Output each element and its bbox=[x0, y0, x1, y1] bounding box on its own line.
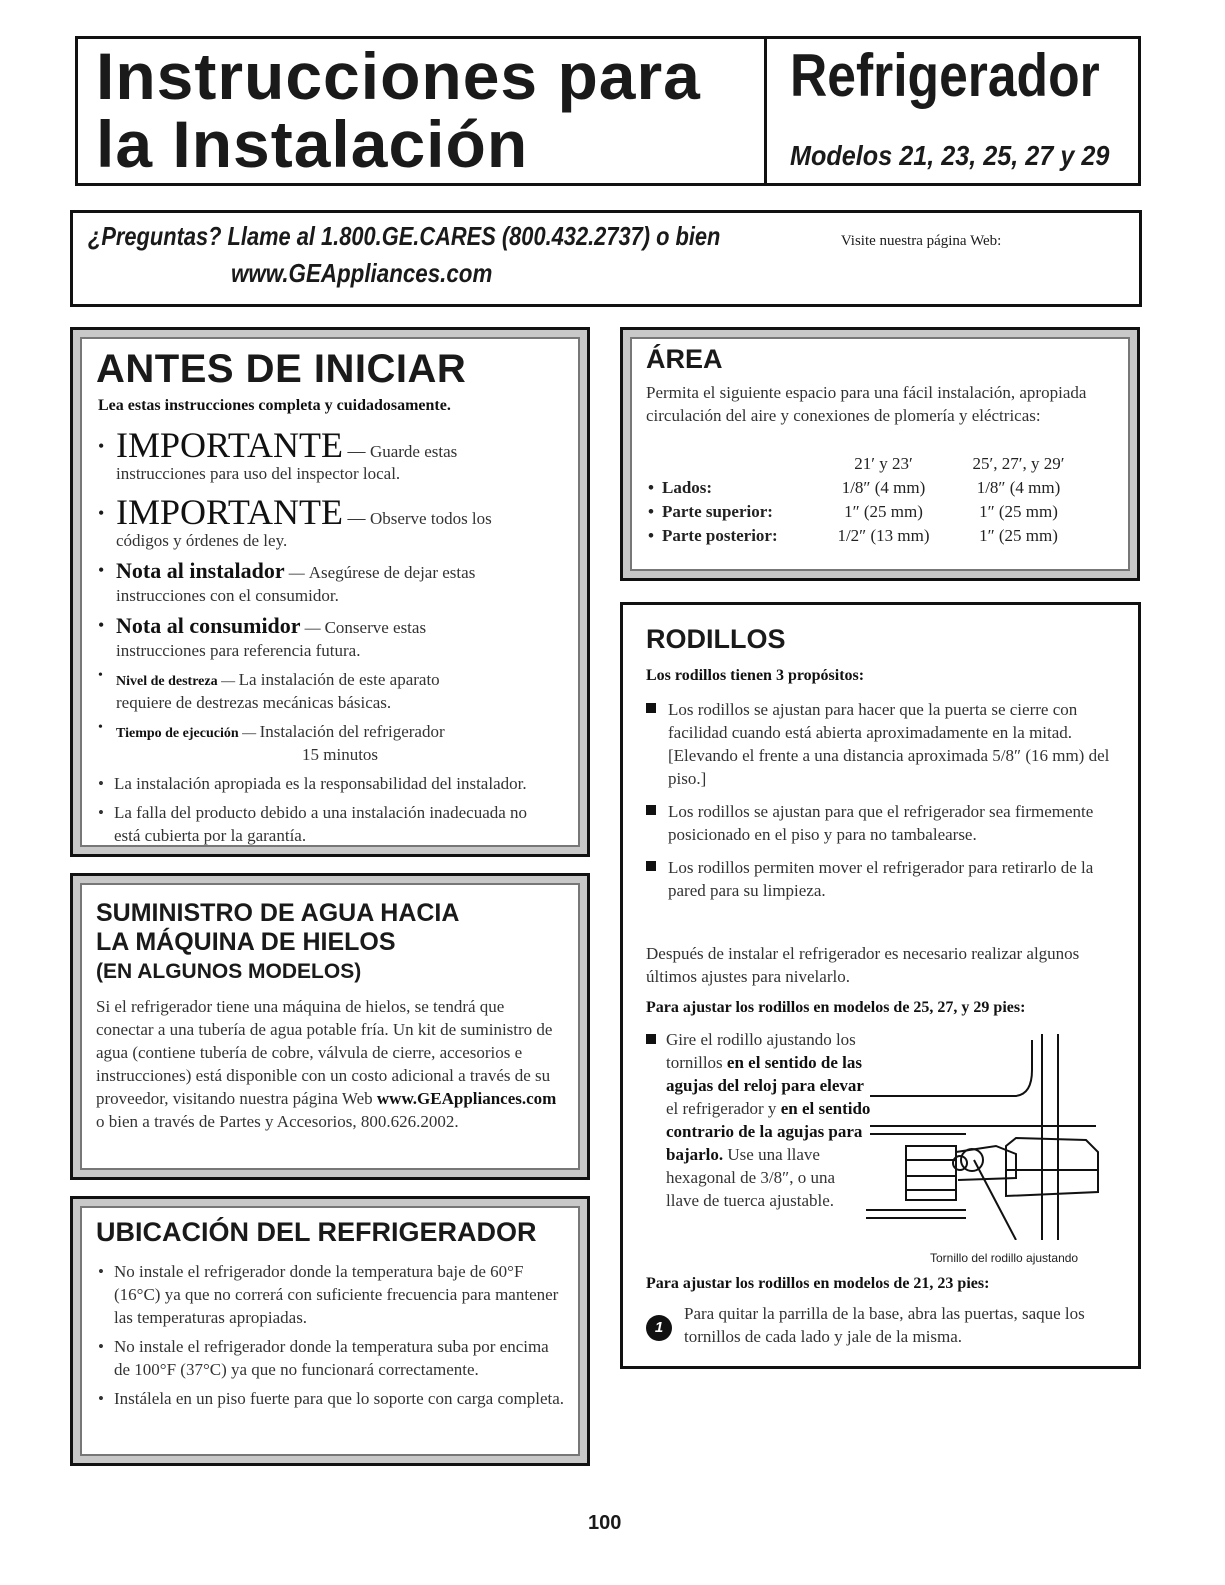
rodillos-item: Los rodillos permiten mover el refrigerador para retirarlo de la pared para su limpieza. bbox=[646, 856, 1126, 902]
area-row: • Parte superior: 1″ (25 mm) 1″ (25 mm) bbox=[648, 502, 1058, 521]
antes-subtitle: Lea estas instrucciones completa y cuidadosamente. bbox=[98, 397, 451, 414]
rodillos-after: Después de instalar el refrigerador es necesario realizar algunos últimos ajustes para nivelarlo. bbox=[646, 944, 1080, 986]
antes-item-tiempo: • Tiempo de ejecución — Instalación del refrigerador 15 minutos bbox=[98, 720, 445, 764]
suministro-body: Si el refrigerador tiene una máquina de hielos, se tendrá que conectar a una tubería de agua potable fría. Un kit de suministro de agua (contiene tubería de cobre, válvula de cierre, accesorios e instrucciones) está disponible con un costo adicional a través de su proveedor, visitando nuestra página Web www.GEAppliances.com o bien a través de Partes y Accesorios, 800.626.2002. bbox=[96, 997, 557, 1131]
roller-illustration bbox=[866, 1030, 1122, 1240]
antes-item-importante-1: • IMPORTANTE — Guarde estas instrucciones para uso del inspector local. bbox=[98, 425, 458, 483]
rodillos-item: Los rodillos se ajustan para que el refrigerador sea firmemente posicionado en el piso y para no tambalearse. bbox=[646, 800, 1126, 846]
models-subtitle: Modelos 21, 23, 25, 27 y 29 bbox=[790, 140, 1110, 171]
antes-title: ANTES DE INICIAR bbox=[96, 347, 467, 391]
antes-item-nivel-destreza: • Nivel de destreza — La instalación de este aparato requiere de destrezas mecánicas básicas. bbox=[98, 668, 440, 712]
area-col-header: 21′ y 23′ bbox=[854, 454, 913, 473]
antes-item-importante-2: • IMPORTANTE — Observe todos los códigos y órdenes de ley. bbox=[98, 492, 492, 550]
ubicacion-item: • No instale el refrigerador donde la temperatura baje de 60°F (16°C) ya que no correrá con suficiente frecuencia para mantener las temperaturas apropiadas. bbox=[98, 1260, 568, 1329]
rodillos-step-text: Para quitar la parrilla de la base, abra las puertas, saque los tornillos de cada lado y jale de la misma. bbox=[684, 1304, 1085, 1346]
area-intro: Permita el siguiente espacio para una fácil instalación, apropiada circulación del aire y conexiones de plomería y eléctricas: bbox=[646, 383, 1087, 425]
area-row: • Lados: 1/8″ (4 mm) 1/8″ (4 mm) bbox=[648, 478, 1061, 497]
product-title: Refrigerador bbox=[790, 42, 1100, 109]
document-title: Instrucciones para la Instalación bbox=[96, 39, 701, 181]
questions-visit-text: Visite nuestra página Web: bbox=[840, 233, 1002, 249]
suministro-link[interactable]: www.GEAppliances.com bbox=[376, 1089, 557, 1108]
suministro-title: SUMINISTRO DE AGUA HACIA LA MÁQUINA DE HIELOS (EN ALGUNOS MODELOS) bbox=[96, 899, 460, 983]
antes-item-nota-instalador: • Nota al instalador — Asegúrese de dejar estas instrucciones con el consumidor. bbox=[98, 558, 476, 605]
questions-phone: ¿Preguntas? Llame al 1.800.GE.CARES (800.432.2737) o bien bbox=[88, 221, 721, 251]
page-number: 100 bbox=[588, 1512, 622, 1534]
rodillos-list bbox=[646, 698, 1126, 912]
antes-plain-item: • La instalación apropiada es la responsabilidad del instalador. bbox=[98, 772, 538, 795]
rodillos-subtitle: Los rodillos tienen 3 propósitos: bbox=[646, 667, 865, 684]
area-col-header: 25′, 27′, y 29′ bbox=[972, 454, 1065, 473]
ubicacion-item: • Instálela en un piso fuerte para que lo soporte con carga completa. bbox=[98, 1387, 568, 1410]
area-title: ÁREA bbox=[646, 344, 723, 374]
rodillos-title: RODILLOS bbox=[646, 624, 786, 654]
rodillos-sub-21: Para ajustar los rodillos en modelos de 21, 23 pies: bbox=[646, 1275, 990, 1292]
area-row: • Parte posterior: 1/2″ (13 mm) 1″ (25 mm) bbox=[648, 526, 1058, 545]
step-number-badge: 1 bbox=[646, 1315, 672, 1341]
roller-caption: Tornillo del rodillo ajustando bbox=[930, 1251, 1079, 1265]
questions-line bbox=[88, 222, 1001, 255]
website-link[interactable]: www.GEAppliances.com bbox=[231, 258, 493, 288]
antes-list bbox=[98, 424, 578, 847]
area-table bbox=[646, 452, 1086, 548]
rodillos-sub-25: Para ajustar los rodillos en modelos de 25, 27, y 29 pies: bbox=[646, 999, 1026, 1016]
ubicacion-list bbox=[98, 1260, 568, 1410]
ubicacion-title: UBICACIÓN DEL REFRIGERADOR bbox=[96, 1217, 537, 1247]
antes-plain-list bbox=[98, 772, 538, 847]
header-divider bbox=[764, 36, 767, 186]
antes-plain-item: • La falla del producto debido a una instalación inadecuada no está cubierta por la garantía. bbox=[98, 801, 538, 847]
antes-item-nota-consumidor: • Nota al consumidor — Conserve estas instrucciones para referencia futura. bbox=[98, 613, 427, 660]
rodillos-item: Los rodillos se ajustan para hacer que la puerta se cierre con facilidad cuando está abierta aproximadamente en la mitad. [Elevando el frente a una distancia aproximada 5/8″ (16 mm) del piso.] bbox=[646, 698, 1126, 790]
ubicacion-item: • No instale el refrigerador donde la temperatura suba por encima de 100°F (37°C) ya que no funcionará correctamente. bbox=[98, 1335, 568, 1381]
rodillos-instruction: Gire el rodillo ajustando los tornillos en el sentido de las agujas del reloj para elevar el refrigerador y en el sentido contrario de la agujas para bajarlo. Use una llave hexagonal de 3/8″, o una llave de tuerca ajustable. bbox=[646, 1028, 871, 1212]
